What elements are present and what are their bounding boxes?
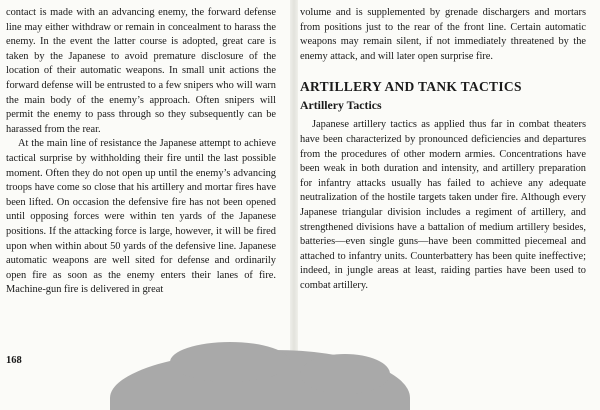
right-paragraph-1: Japanese artillery tactics as applied thus far in combat theaters have been characterized by pronounced deficiencies and departures from the procedures of other modern armies. Concentrations have been weak in both duration and intensity, and artillery preparation for infantry attacks usually has failed to achieve any adequate neutralization of the hostile targets taken under fire. Although every Japanese triangular division includes a regiment of artillery, and strengthened divisions have a battalion of medium artillery besides, batteries—even single guns—have been committed piecemeal and attached to infantry units. Counterbattery has been quite ineffective; indeed, in jungle areas at least, raiding parties have been used to combat artillery. xyxy=(300,119,586,291)
right-continuation-paragraph: volume and is supplemented by grenade dischargers and mortars from positions just to the rear of the front line. Certain automatic weapons may remain silent, if not immediately threatened by the enemy attack, and will later open surprise fire. xyxy=(300,7,586,62)
right-page xyxy=(300,6,586,294)
page-gutter xyxy=(290,0,298,403)
page-number: 168 xyxy=(6,355,22,366)
section-title: ARTILLERY AND TANK TACTICS xyxy=(300,79,522,95)
subsection-title: Artillery Tactics xyxy=(300,98,382,113)
left-paragraph-1: contact is made with an advancing enemy, the forward defense line may either withdraw or remain in concealment to harass the enemy. In the event the latter course is adopted, great care is taken by the Japanese to avoid premature disclosure of the location of their automatic weapons. In small unit actions the forward defense will be entrusted to a few snipers who will warn the main body of the enemy’s approach. Often snipers will permit the enemy to pass through so they subsequently can be harassed from the rear. xyxy=(6,7,276,135)
left-page xyxy=(6,6,276,298)
scan-shadow-blot xyxy=(110,350,410,410)
left-paragraph-2: At the main line of resistance the Japanese attempt to achieve tactical surprise by withholding their fire until the last possible moment. Often they do not open up until the enemy’s advancing troops have come so close that his artillery and mortar fires have been lifted. On occasion the defensive fire has not been opened until opposing forces were within ten yards of the Japanese positions. If the attacking force is large, however, it will be fired upon when within about 50 yards of the defensive line. Japanese automatic weapons are well sited for defense and ordinarily open fire as soon as the enemy enters their lanes of fire. Machine-gun fire is delivered in great xyxy=(6,138,276,296)
